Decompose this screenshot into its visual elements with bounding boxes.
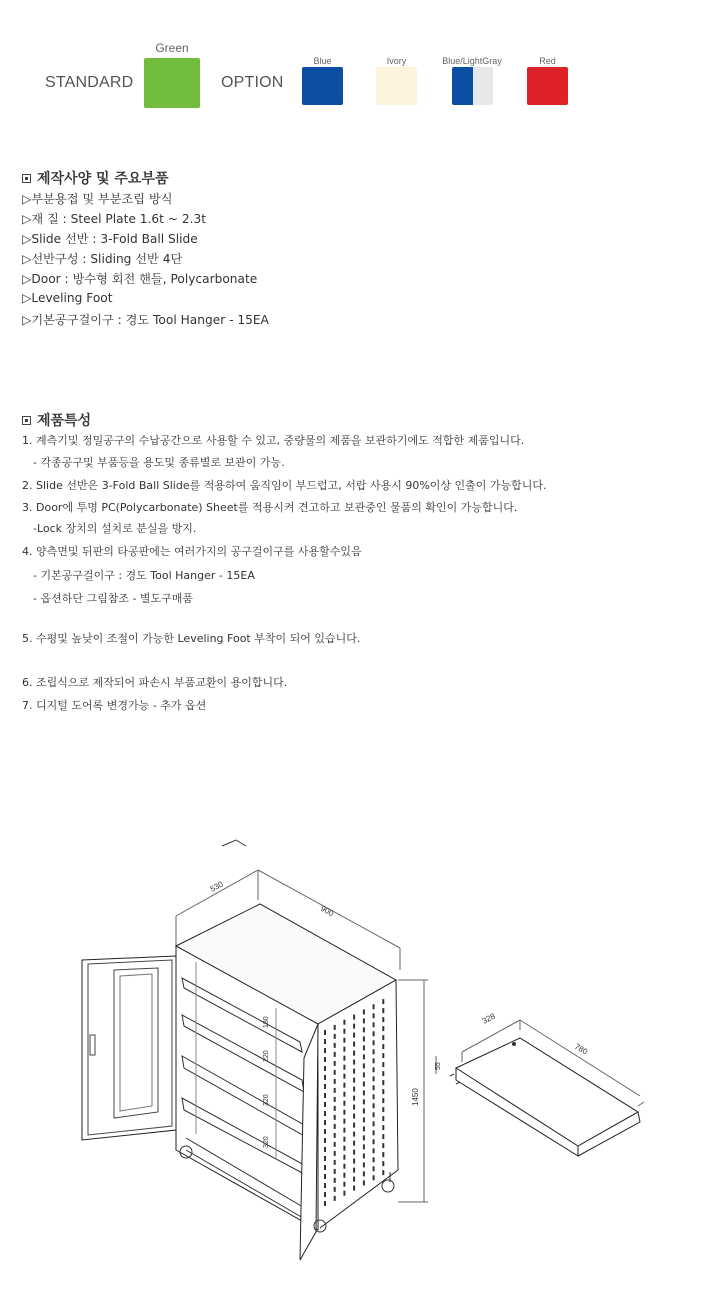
perforation-slot <box>324 1111 326 1116</box>
feature-item: 6. 조립식으로 제작되어 파손시 부품교환이 용이합니다. <box>22 676 288 689</box>
perforation-slot <box>373 1130 375 1135</box>
feature-item: - 각종공구및 부품등을 용도및 종류별로 보관이 가능. <box>33 456 285 469</box>
perforation-slot <box>334 1034 336 1039</box>
square-icon <box>22 174 31 183</box>
perforation-slot <box>334 1043 336 1048</box>
perforation-slot <box>373 1067 375 1072</box>
shelf-dim: 320 <box>263 1136 270 1148</box>
perforation-slot <box>343 1191 345 1196</box>
swatch-ivory <box>376 67 417 105</box>
feature-item: - 기본공구걸이구 : 경도 Tool Hanger - 15EA <box>33 569 255 582</box>
perforation-slot <box>363 1081 365 1086</box>
perforation-slot <box>334 1061 336 1066</box>
perforation-slot <box>363 1054 365 1059</box>
cabinet-drawing <box>0 830 709 1290</box>
perforation-slot <box>373 1076 375 1081</box>
perforation-slot <box>353 1150 355 1155</box>
perforation-slot <box>353 1087 355 1092</box>
perforation-slot <box>353 1024 355 1029</box>
spec-title: 제작사양 및 주요부품 <box>22 168 168 188</box>
perforation-slot <box>382 1071 384 1076</box>
perforation-slot <box>363 1009 365 1014</box>
perforation-slot <box>343 1065 345 1070</box>
spec-item: ▷기본공구걸이구 : 경도 Tool Hanger - 15EA <box>22 313 269 327</box>
perforation-slot <box>382 1044 384 1049</box>
perforation-slot <box>363 1045 365 1050</box>
perforation-slot <box>334 1187 336 1192</box>
swatch-label-blue-lightgray: Blue/LightGray <box>442 56 502 66</box>
perforation-slot <box>343 1092 345 1097</box>
perforation-slot <box>373 1004 375 1009</box>
perforation-slot <box>334 1196 336 1201</box>
swatch-blue <box>302 67 343 105</box>
perforation-slot <box>343 1155 345 1160</box>
perforation-slot <box>363 1126 365 1131</box>
perforation-slot <box>353 1078 355 1083</box>
swatch-green <box>144 58 200 108</box>
shelf-dim: 220 <box>263 1050 270 1062</box>
perforation-slot <box>334 1124 336 1129</box>
perforation-slot <box>343 1128 345 1133</box>
feature-item: 2. Slide 선반은 3-Fold Ball Slide를 적용하여 움직임이 부드럽고, 서랍 사용시 90%이상 인출이 가능합니다. <box>22 479 547 492</box>
perforation-slot <box>382 1089 384 1094</box>
perforation-slot <box>373 1049 375 1054</box>
perforation-slot <box>324 1174 326 1179</box>
perforation-slot <box>373 1175 375 1180</box>
perforation-slot <box>343 1038 345 1043</box>
perforation-slot <box>382 1125 384 1130</box>
perforation-slot <box>363 1153 365 1158</box>
perforation-slot <box>343 1173 345 1178</box>
perforation-slot <box>363 1171 365 1176</box>
spec-item: ▷부분용접 및 부분조립 방식 <box>22 192 173 206</box>
perforation-slot <box>353 1015 355 1020</box>
perforation-slot <box>382 1035 384 1040</box>
perforation-slot <box>343 1110 345 1115</box>
feature-item: 3. Door에 투명 PC(Polycarbonate) Sheet를 적용시켜 견고하고 보관중인 물품의 확인이 가능합니다. <box>22 501 518 514</box>
perforation-slot <box>363 1036 365 1041</box>
perforation-slot <box>373 1157 375 1162</box>
perforation-slot <box>353 1177 355 1182</box>
perforation-slot <box>382 1098 384 1103</box>
perforation-slot <box>324 1165 326 1170</box>
perforation-slot <box>382 1017 384 1022</box>
perforation-slot <box>373 1013 375 1018</box>
perforation-slot <box>373 1112 375 1117</box>
perforation-slot <box>334 1079 336 1084</box>
swatch-label-blue: Blue <box>313 56 332 66</box>
perforation-slot <box>373 1022 375 1027</box>
perforation-slot <box>373 1031 375 1036</box>
perforation-slot <box>363 1117 365 1122</box>
option-label: OPTION <box>221 74 284 91</box>
perforation-slot <box>382 1161 384 1166</box>
perforation-slot <box>324 1075 326 1080</box>
perforation-slot <box>343 1047 345 1052</box>
perforation-slot <box>382 1116 384 1121</box>
tray-height: 55 <box>435 1062 442 1070</box>
perforation-slot <box>382 1134 384 1139</box>
perforation-slot <box>363 1018 365 1023</box>
perforation-slot <box>363 1027 365 1032</box>
perforation-slot <box>324 1120 326 1125</box>
perforation-slot <box>334 1178 336 1183</box>
perforation-slot <box>382 1053 384 1058</box>
perforation-slot <box>363 1072 365 1077</box>
perforation-slot <box>363 1063 365 1068</box>
perforation-slot <box>353 1168 355 1173</box>
shelf-dim: 320 <box>263 1094 270 1106</box>
perforation-slot <box>382 1170 384 1175</box>
dim-depth: 530 <box>208 879 225 894</box>
spec-item: ▷Door : 방수형 회전 핸들, Polycarbonate <box>22 272 258 286</box>
perforation-slot <box>334 1133 336 1138</box>
perforation-slot <box>343 1164 345 1169</box>
perforation-slot <box>353 1132 355 1137</box>
perforation-slot <box>373 1085 375 1090</box>
perforation-slot <box>382 1107 384 1112</box>
perforation-slot <box>382 999 384 1004</box>
perforation-slot <box>373 1139 375 1144</box>
perforation-slot <box>343 1119 345 1124</box>
perforation-slot <box>343 1137 345 1142</box>
perforation-slot <box>353 1141 355 1146</box>
perforation-slot <box>382 1143 384 1148</box>
perforation-slot <box>324 1138 326 1143</box>
tray-depth: 328 <box>480 1011 497 1026</box>
features-title: 제품특성 <box>22 410 91 430</box>
perforation-slot <box>324 1201 326 1206</box>
perforation-slot <box>334 1151 336 1156</box>
swatch-label-red: Red <box>539 56 556 66</box>
perforation-slot <box>343 1056 345 1061</box>
tray-width: 780 <box>573 1041 590 1057</box>
perforation-slot <box>353 1051 355 1056</box>
feature-item: -Lock 장치의 설치로 분실을 방지. <box>33 522 197 535</box>
perforation-slot <box>324 1183 326 1188</box>
feature-item: 1. 계측기및 정밀공구의 수납공간으로 사용할 수 있고, 중량물의 제품을 보관하기에도 적합한 제품입니다. <box>22 434 525 447</box>
perforation-slot <box>343 1101 345 1106</box>
perforation-slot <box>324 1057 326 1062</box>
perforation-slot <box>373 1166 375 1171</box>
perforation-slot <box>334 1070 336 1075</box>
perforation-slot <box>324 1048 326 1053</box>
perforation-slot <box>334 1052 336 1057</box>
swatch-label-green: Green <box>155 41 189 55</box>
perforation-slot <box>382 1008 384 1013</box>
perforation-slot <box>353 1096 355 1101</box>
perforation-slot <box>353 1060 355 1065</box>
perforation-slot <box>324 1039 326 1044</box>
perforation-slot <box>334 1169 336 1174</box>
perforation-slot <box>363 1108 365 1113</box>
spec-item: ▷선반구성 : Sliding 선반 4단 <box>22 252 183 266</box>
perforation-slot <box>324 1129 326 1134</box>
perforation-slot <box>334 1160 336 1165</box>
shelf-dim: 180 <box>263 1016 270 1028</box>
perforation-slot <box>363 1162 365 1167</box>
perforation-slot <box>363 1135 365 1140</box>
dim-height: 1450 <box>411 1088 420 1106</box>
perforation-slot <box>324 1093 326 1098</box>
perforation-slot <box>353 1105 355 1110</box>
perforation-slot <box>334 1142 336 1147</box>
perforation-slot <box>382 1062 384 1067</box>
perforation-slot <box>324 1084 326 1089</box>
perforation-slot <box>324 1102 326 1107</box>
perforation-slot <box>334 1097 336 1102</box>
feature-item: - 옵션하단 그림참조 - 별도구매품 <box>33 592 194 605</box>
perforation-slot <box>343 1182 345 1187</box>
perforation-slot <box>324 1147 326 1152</box>
swatch-label-ivory: Ivory <box>386 56 407 66</box>
perforation-slot <box>382 1080 384 1085</box>
perforation-slot <box>334 1106 336 1111</box>
feature-item: 4. 양측면및 뒤판의 타공판에는 여러가지의 공구걸이구를 사용할수있음 <box>22 545 362 558</box>
perforation-slot <box>373 1040 375 1045</box>
perforation-slot <box>343 1083 345 1088</box>
feature-item: 7. 디지털 도어록 변경가능 - 추가 옵션 <box>22 699 207 712</box>
perforation-slot <box>343 1074 345 1079</box>
perforation-slot <box>353 1186 355 1191</box>
spec-item: ▷Leveling Foot <box>22 291 113 305</box>
perforation-slot <box>363 1180 365 1185</box>
perforation-slot <box>353 1069 355 1074</box>
square-icon <box>22 416 31 425</box>
perforation-slot <box>334 1115 336 1120</box>
perforation-slot <box>324 1030 326 1035</box>
perforation-slot <box>343 1146 345 1151</box>
perforation-slot <box>343 1029 345 1034</box>
standard-label: STANDARD <box>45 74 134 91</box>
perforation-slot <box>324 1192 326 1197</box>
perforation-slot <box>334 1025 336 1030</box>
spec-item: ▷Slide 선반 : 3-Fold Ball Slide <box>22 232 198 246</box>
perforation-slot <box>373 1121 375 1126</box>
perforation-slot <box>363 1144 365 1149</box>
perforation-slot <box>373 1148 375 1153</box>
perforation-slot <box>334 1088 336 1093</box>
perforation-slot <box>373 1103 375 1108</box>
perforation-slot <box>353 1159 355 1164</box>
perforation-slot <box>353 1033 355 1038</box>
top-mark <box>222 840 246 846</box>
perforation-slot <box>382 1152 384 1157</box>
swatch-blue-lightgray <box>452 67 493 105</box>
perforation-slot <box>324 1156 326 1161</box>
perforation-slot <box>363 1099 365 1104</box>
perforation-slot <box>353 1114 355 1119</box>
swatch-red <box>527 67 568 105</box>
feature-item: 5. 수평및 높낮이 조절이 가능한 Leveling Foot 부착이 되어 있습니다. <box>22 632 361 645</box>
perforation-slot <box>353 1042 355 1047</box>
perforation-slot <box>373 1094 375 1099</box>
dim-width: 900 <box>319 903 336 919</box>
perforation-slot <box>382 1026 384 1031</box>
perforation-slot <box>363 1090 365 1095</box>
perforation-slot <box>324 1066 326 1071</box>
perforation-slot <box>353 1123 355 1128</box>
spec-item: ▷재 질 : Steel Plate 1.6t ~ 2.3t <box>22 212 207 226</box>
perforation-slot <box>373 1058 375 1063</box>
perforation-slot <box>343 1020 345 1025</box>
